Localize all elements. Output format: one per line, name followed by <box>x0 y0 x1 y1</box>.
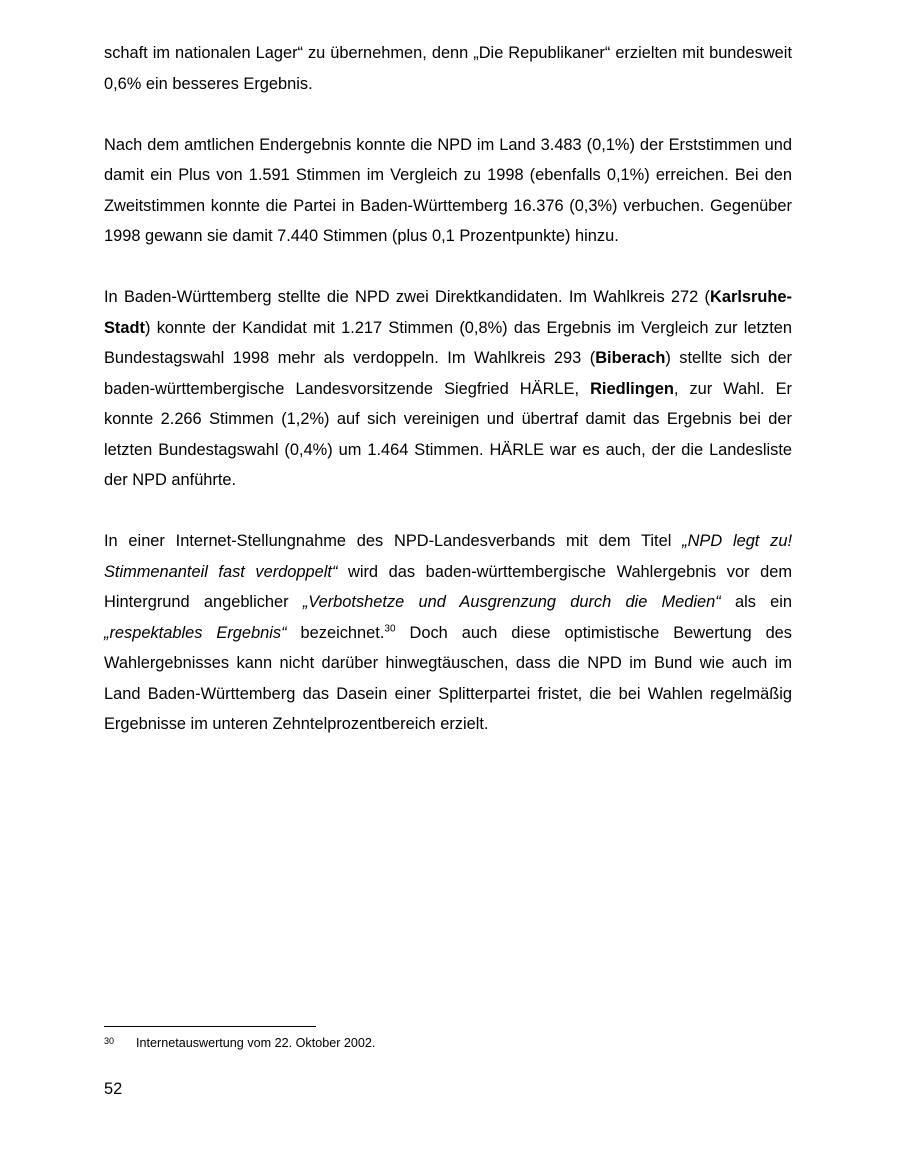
text-segment: Doch auch diese optimistische Bewertung des Wahlergebnisses kann nicht darüber hinwegtäuschen, dass die NPD im Bund wie auch im Land Baden-Württemberg das Dasein einer Splitterpartei fristet, die bei Wahlen regelmäßig Ergebnisse im unteren Zehntelprozentbereich erzielt. <box>104 623 792 733</box>
footnote <box>104 1033 704 1051</box>
body-text <box>104 38 792 770</box>
text-segment: Nach dem amtlichen Endergebnis konnte die NPD im Land 3.483 (0,1%) der Erststimmen und damit ein Plus von 1.591 Stimmen im Vergleich zu 1998 (ebenfalls 0,1%) erreichen. Bei den Zweitstimmen konnte die Partei in Baden-Württemberg 16.376 (0,3%) verbuchen. Gegenüber 1998 gewann sie damit 7.440 Stimmen (plus 0,1 Prozentpunkte) hinzu. <box>104 135 792 245</box>
text-segment: wird das baden-württembergische Wahlergebnis vor dem Hintergrund angeblicher <box>104 562 792 611</box>
footnote-number: 30 <box>104 1036 115 1046</box>
text-segment: ) stellte sich der baden-württembergische Landesvorsitzende Siegfried HÄRLE, <box>104 349 792 398</box>
text-segment: , zur Wahl. Er konnte 2.266 Stimmen (1,2%) auf sich vereinigen und übertraf damit das Ergebnis bei der letzten Bundestagswahl (0,4%) um 1.464 Stimmen. HÄRLE war es auch, der die Landesliste der NPD anführte. <box>104 379 792 489</box>
text-segment: In einer Internet-Stellungnahme des NPD-Landesverbands mit dem Titel <box>104 532 683 550</box>
text-segment: Karlsruhe-Stadt <box>104 288 792 337</box>
footnote-separator <box>104 1026 316 1027</box>
paragraph <box>104 282 792 496</box>
paragraph <box>104 526 792 740</box>
text-segment: als ein <box>720 593 793 611</box>
text-segment: ) konnte der Kandidat mit 1.217 Stimmen (0,8%) das Ergebnis im Vergleich zur letzten Bundestagswahl 1998 mehr als verdoppeln. Im Wahlkreis 293 ( <box>104 318 792 367</box>
text-segment: „NPD legt zu! Stimmenanteil fast verdoppelt“ <box>104 532 792 581</box>
text-segment: schaft im nationalen Lager“ zu übernehmen, denn „Die Republikaner“ erzielten mit bundesweit 0,6% ein besseres Ergebnis. <box>104 44 792 93</box>
text-segment: In Baden-Württemberg stellte die NPD zwei Direktkandidaten. Im Wahlkreis 272 ( <box>104 288 711 306</box>
text-segment: bezeichnet. <box>286 623 385 642</box>
text-segment: „respektables Ergebnis“ <box>104 623 287 642</box>
paragraph <box>104 38 792 99</box>
text-segment: Riedlingen <box>590 379 674 398</box>
footnote-text: Internetauswertung vom 22. Oktober 2002. <box>136 1036 376 1050</box>
page-number: 52 <box>104 1080 123 1098</box>
footnote-reference: 30 <box>384 623 396 635</box>
paragraph <box>104 130 792 252</box>
text-segment: Biberach <box>595 349 666 367</box>
text-segment: „Verbotshetze und Ausgrenzung durch die Medien“ <box>302 593 721 611</box>
